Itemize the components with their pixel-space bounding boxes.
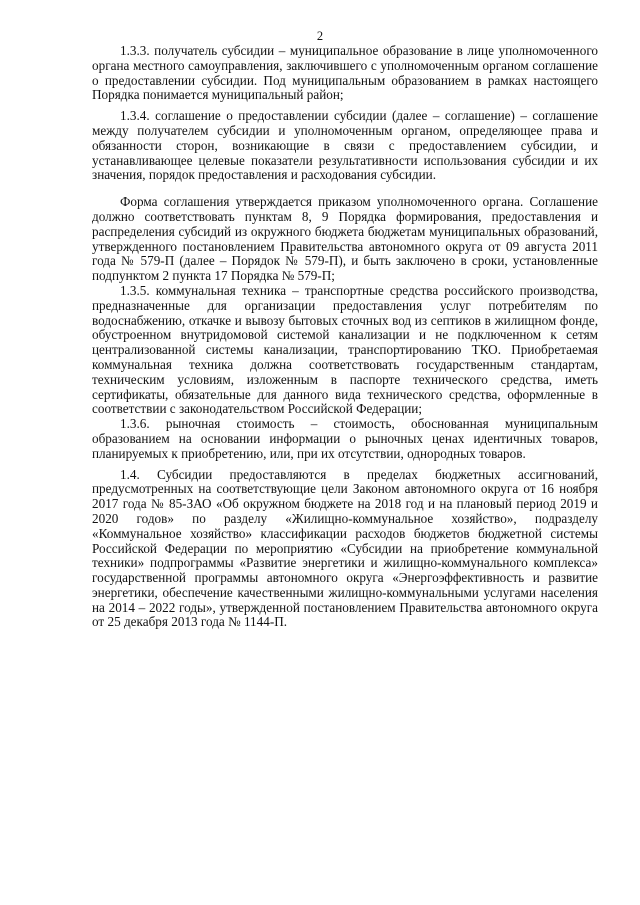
document-body xyxy=(92,44,598,630)
paragraph-1-3-5: 1.3.5. коммунальная техника – транспортные средства российского производства, предназначенные для организации предоставления услуг потребителям по водоснабжению, откачке и вывозу бытовых сточных вод из септиков в жилищном фонде, обустроенном внутридомовой системой канализации и не подключенном к сетям централизованной системы канализации, транспортированию ТКО. Приобретаемая коммунальная техника должна соответствовать государственным стандартам, техническим условиям, изложенным в паспорте технического средства, иметь сертификаты, обязательные для данного вида технического средства, оформленные в соответствии с законодательством Российской Федерации; xyxy=(92,282,598,417)
paragraph-1-4: 1.4. Субсидии предоставляются в пределах бюджетных ассигнований, предусмотренных на соответствующие цели Законом автономного округа от 16 ноября 2017 года № 85-ЗАО «Об окружном бюджете на 2018 год и на плановый период 2019 и 2020 годов» по разделу «Жилищно-коммунальное хозяйство», подразделу «Коммунальное хозяйство» классификации расходов бюджетов бюджетной системы Российской Федерации по мероприятию «Субсидии на приобретение коммунальной техники» подпрограммы «Развитие энергетики и жилищно-коммунального комплекса» государственной программы автономного округа «Энергоэффективность и развитие энергетики, обеспечение качественными жилищно-коммунальными услугами населения на 2014 – 2022 годы», утвержденной постановлением Правительства автономного округа от 25 декабря 2013 года № 1144-П. xyxy=(92,466,598,630)
paragraph-1-3-3: 1.3.3. получатель субсидии – муниципальное образование в лице уполномоченного органа местного самоуправления, заключившего с уполномоченным органом соглашение о предоставлении субсидии. Под муниципальным образованием в рамках настоящего Порядка понимается муниципальный район; xyxy=(92,43,598,103)
page-number: 2 xyxy=(316,29,324,43)
paragraph-agreement-form: Форма соглашения утверждается приказом уполномоченного органа. Соглашение должно соответствовать пунктам 8, 9 Порядка формирования, предоставления и распределения субсидий из окружного бюджета бюджетам муниципальных образований, утвержденного постановлением Правительства автономного округа от 09 августа 2011 года № 579-П (далее – Порядок № 579-П), и быть заключено в сроки, установленные подпунктом 2 пункта 17 Порядка № 579-П; xyxy=(92,194,598,284)
paragraph-1-3-6: 1.3.6. рыночная стоимость – стоимость, обоснованная муниципальным образованием на основании информации о рыночных ценах идентичных товаров, планируемых к приобретению, или, при их отсутствии, однородных товаров. xyxy=(92,416,598,461)
paragraph-1-3-4: 1.3.4. соглашение о предоставлении субсидии (далее – соглашение) – соглашение между получателем субсидии и уполномоченным органом, определяющее права и обязанности сторон, возникающие в связи с предоставлением субсидии, и устанавливающее целевые показатели результативности использования субсидии и их значения, порядок предоставления и расходования субсидии. xyxy=(92,108,598,183)
